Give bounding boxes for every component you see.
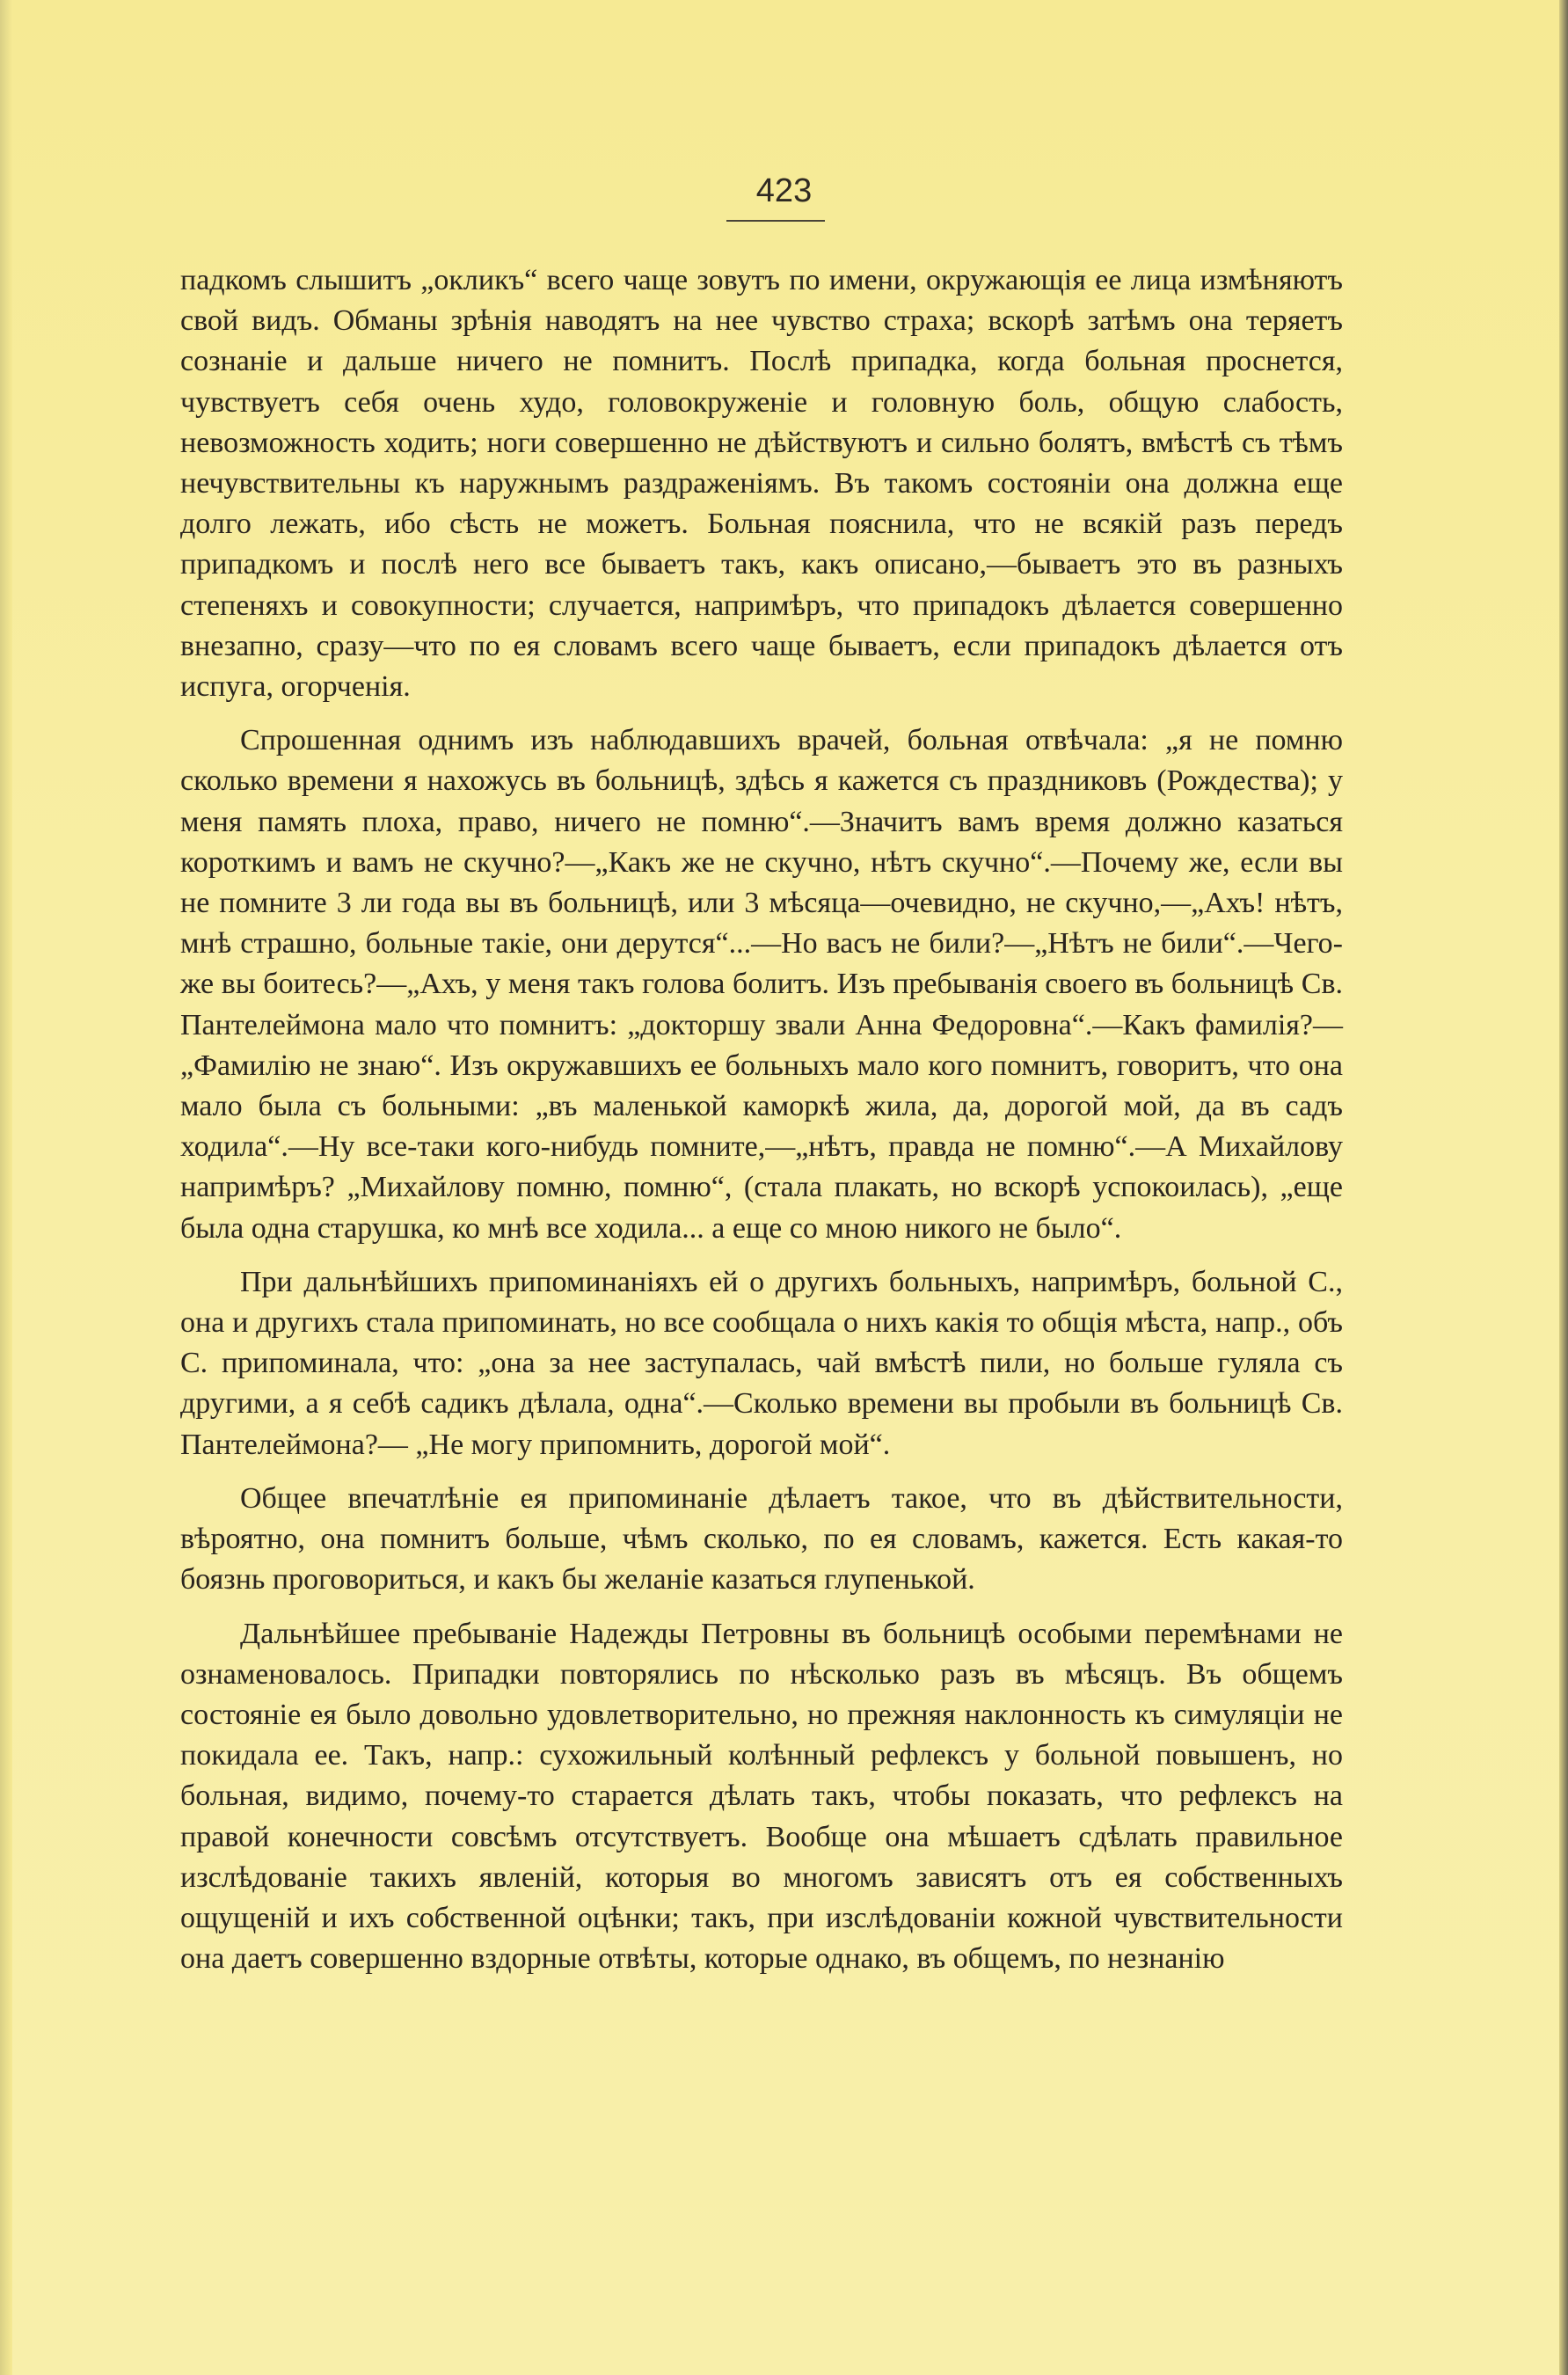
page-number: 423	[755, 172, 813, 209]
paragraph: Спрошенная однимъ изъ наблюдавшихъ врачей, больная отвѣчала: „я не помню сколько времени я нахожусь въ больницѣ, здѣсь я кажется съ праздниковъ (Рождества); у меня память плоха, право, ничего не помню“.—Значитъ вамъ время должно казаться короткимъ и вамъ не скучно?—„Какъ же не скучно, нѣтъ скучно“.—Почему же, если вы не помните 3 ли года вы въ больницѣ, или 3 мѣсяца—очевидно, не скучно,—„Ахъ! нѣтъ, мнѣ страшно, больные такіе, они дерутся“...—Но васъ не били?—„Нѣтъ не били“.—Чего-же вы боитесь?—„Ахъ, у меня такъ голова болитъ. Изъ пребыванія своего въ больницѣ Св. Пантелеймона мало что помнитъ: „докторшу звали Анна Федоровна“.—Какъ фамилія?—„Фамилію не знаю“. Изъ окружавшихъ ее больныхъ мало кого помнитъ, говоритъ, что она мало была съ больными: „въ маленькой каморкѣ жила, да, дорогой мой, да въ садъ ходила“.—Ну все-таки кого-нибудь помните,—„нѣтъ, правда не помню“.—А Михайлову напримѣръ? „Михайлову помню, помню“, (стала плакать, но вскорѣ успокоилась), „еще была одна старушка, ко мнѣ все ходила... а еще со мною никого не было“.	[180, 724, 1343, 1245]
paragraph: Общее впечатлѣніе ея припоминаніе дѣлаетъ такое, что въ дѣйствительности, вѣроятно, она помнитъ больше, чѣмъ сколько, по ея словамъ, кажется. Есть какая-то боязнь проговориться, и какъ бы желаніе казаться глупенькой.	[180, 1481, 1343, 1597]
header-rule	[726, 220, 825, 222]
paragraph: падкомъ слышитъ „окликъ“ всего чаще зовутъ по имени, окружающія ее лица измѣняютъ свой видъ. Обманы зрѣнія наводятъ на нее чувство страха; вскорѣ затѣмъ она теряетъ сознаніе и дальше ничего не помнитъ. Послѣ припадка, когда больная проснется, чувствуетъ себя очень худо, головокруженіе и головную боль, общую слабость, невозможность ходить; ноги совершенно не дѣйствуютъ и сильно болятъ, вмѣстѣ съ тѣмъ нечувствительны къ наружнымъ раздраженіямъ. Въ такомъ состояніи она должна еще долго лежать, ибо сѣсть не можетъ. Больная пояснила, что не всякій разъ передъ припадкомъ и послѣ него все бываетъ такъ, какъ описано,—бываетъ это въ разныхъ степеняхъ и совокупности; случается, напримѣръ, что припадокъ дѣлается совершенно внезапно, сразу—что по ея словамъ всего чаще бываетъ, если припадокъ дѣлается отъ испуга, огорченія.	[180, 264, 1343, 704]
paragraph: Дальнѣйшее пребываніе Надежды Петровны въ больницѣ особыми перемѣнами не ознаменовалось. Припадки повторялись по нѣсколько разъ въ мѣсяцъ. Въ общемъ состояніе ея было довольно удовлетворительно, но прежняя наклонность къ симуляціи не покидала ее. Такъ, напр.: сухожильный колѣнный рефлексъ у больной повышенъ, но больная, видимо, почему-то старается дѣлать такъ, чтобы показать, что рефлексъ на правой конечности совсѣмъ отсутствуетъ. Вообще она мѣшаетъ сдѣлать правильное изслѣдованіе такихъ явленій, которыя во многомъ зависятъ отъ ея собственныхъ ощущеній и ихъ собственной оцѣнки; такъ, при изслѣдованіи кожной чувствительности она даетъ совершенно вздорные отвѣты, которые однако, въ общемъ, по незнанію	[180, 1617, 1343, 1976]
body-text	[180, 260, 1343, 1992]
paragraph: При дальнѣйшихъ припоминаніяхъ ей о другихъ больныхъ, напримѣръ, больной С., она и другихъ стала припоминать, но все сообщала о нихъ какія то общія мѣста, напр., объ С. припоминала, что: „она за нее заступалась, чай вмѣстѣ пили, но больше гуляла съ другими, а я себѣ садикъ дѣлала, одна“.—Сколько времени вы пробыли въ больницѣ Св. Пантелеймона?— „Не могу припомнить, дорогой мой“.	[180, 1265, 1343, 1461]
